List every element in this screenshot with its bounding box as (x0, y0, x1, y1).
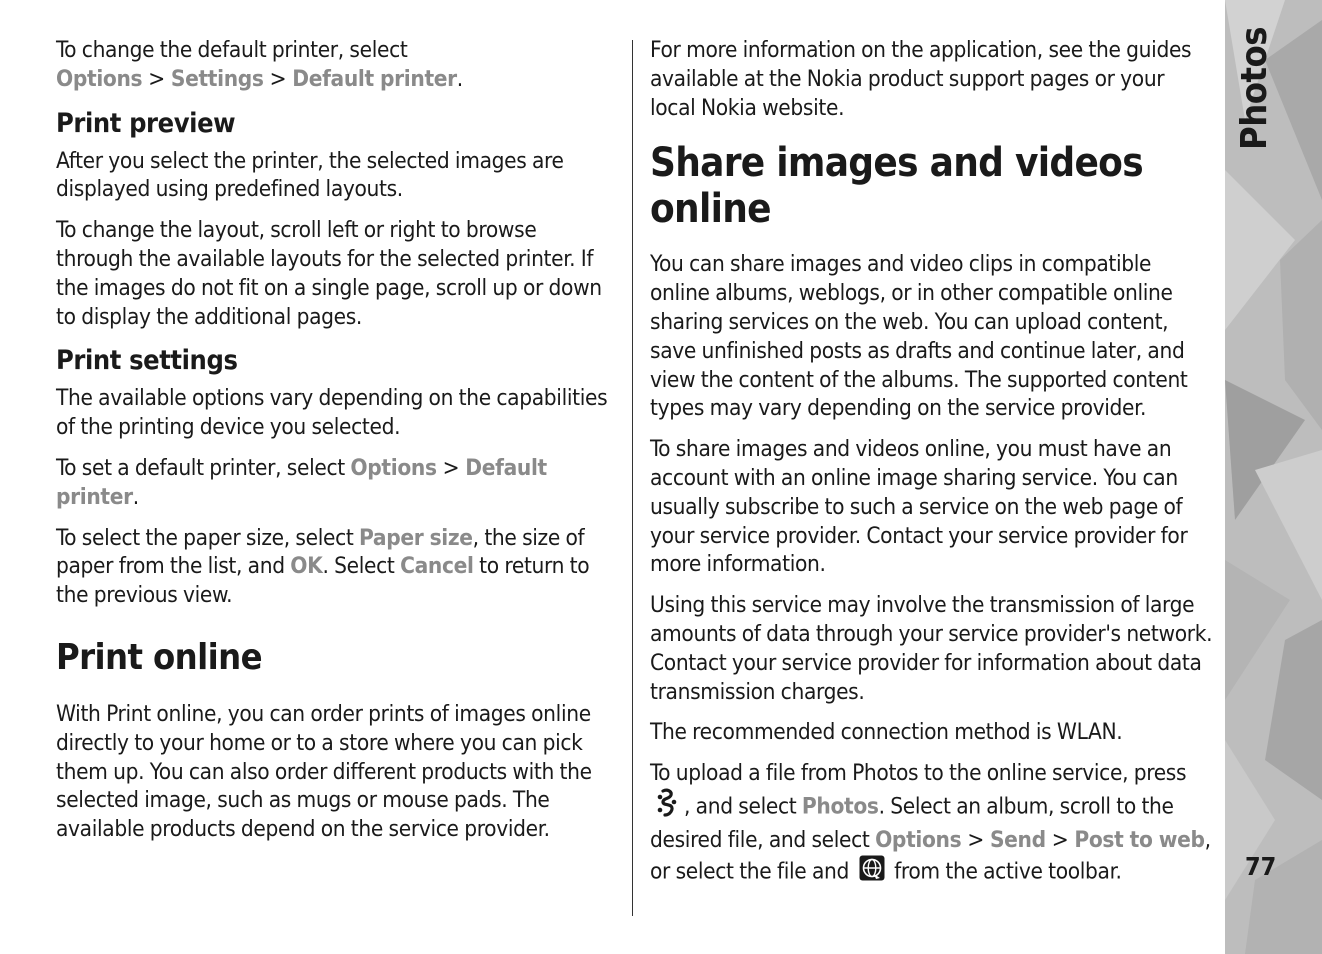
text: To set a default printer, select (56, 454, 351, 481)
text: . Select (322, 553, 401, 580)
post-to-web-command: Post to web (1074, 826, 1205, 853)
cancel-command: Cancel (400, 553, 474, 580)
text: from the active toolbar. (888, 857, 1122, 884)
print-settings-paragraph-1: The available options vary depending on the capabilities of the printing device you selected. (56, 385, 608, 441)
separator: > (148, 65, 165, 92)
options-command: Options (875, 826, 962, 853)
separator: > (1051, 826, 1069, 853)
separator: > (442, 454, 460, 481)
text: , or select the file and (650, 826, 1211, 884)
options-command: Options (56, 65, 143, 92)
print-preview-heading: Print preview (56, 107, 236, 139)
text: . Select an album, scroll to the desired file, and select (650, 793, 1174, 853)
send-command: Send (989, 826, 1046, 853)
share-paragraph-2: To share images and videos online, you must have an account with an online image sharing service. You can usually subscribe to such a service on the web page of your service provider. Contact your service provider for more information. (650, 436, 1188, 578)
print-settings-paragraph-3 (56, 524, 618, 610)
share-paragraph-1: You can share images and video clips in compatible online albums, weblogs, or in other compatible online sharing services on the web. You can upload content, save unfinished posts as drafts and continue later, and view the content of the albums. The supported content types may vary depending on the service provider. (650, 251, 1188, 422)
photos-command: Photos (801, 793, 879, 820)
left-column (56, 36, 618, 856)
default-printer-command: Default printer (292, 65, 457, 92)
share-online-icon (859, 855, 885, 889)
intro-paragraph: For more information on the application, see the guides available at the Nokia product support pages or your local Nokia website. (650, 37, 1192, 121)
share-online-heading: Share images and videos online (650, 140, 1143, 233)
menu-key-icon (654, 788, 680, 826)
print-preview-paragraph-2: To change the layout, scroll left or right to browse through the available layouts for the selected printer. If the images do not fit on a single page, scroll up or down to display the additional pages. (56, 217, 602, 330)
default-printer-paragraph (56, 36, 618, 94)
separator: > (269, 65, 287, 92)
default-printer-command: Default printer (56, 454, 547, 510)
text: to return to the previous view. (56, 553, 590, 609)
section-title: Photos (1234, 26, 1275, 150)
separator: > (967, 826, 984, 853)
text: To change the default printer, select (56, 37, 408, 63)
share-paragraph-4: The recommended connection method is WLAN. (650, 719, 1123, 746)
text: , and select (684, 793, 802, 820)
text: To select the paper size, select (56, 524, 360, 551)
print-online-paragraph: With Print online, you can order prints of images online directly to your home or to a store where you can pick them up. You can also order different products with the selected image, such as mugs or mouse pads. The available products depend on the service provider. (56, 700, 592, 843)
settings-command: Settings (170, 65, 264, 92)
print-online-heading: Print online (56, 636, 262, 678)
options-command: Options (350, 454, 437, 481)
text: To upload a file from Photos to the online service, press (650, 760, 1187, 787)
column-divider (632, 40, 633, 916)
print-settings-paragraph-2 (56, 454, 618, 512)
text: . (132, 483, 139, 510)
share-paragraph-5 (650, 759, 1215, 888)
text: . (456, 65, 463, 92)
print-settings-heading: Print settings (56, 345, 238, 377)
print-preview-paragraph-1: After you select the printer, the selected images are displayed using predefined layouts. (56, 147, 564, 203)
text: , the size of paper from the list, and (56, 524, 585, 580)
right-column (650, 36, 1215, 900)
page-number: 77 (1245, 852, 1277, 881)
share-paragraph-3: Using this service may involve the transmission of large amounts of data through your service provider's network. Contact your service provider for information about data transmission charges. (650, 592, 1213, 705)
ok-command: OK (290, 553, 323, 580)
paper-size-command: Paper size (359, 524, 473, 551)
